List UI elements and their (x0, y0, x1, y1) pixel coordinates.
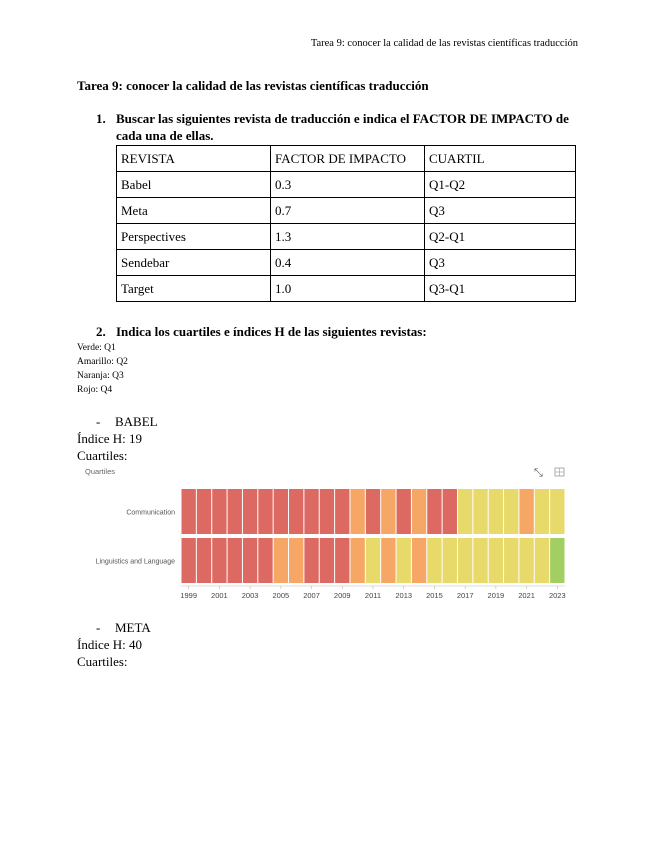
heatmap-cell (228, 538, 242, 583)
x-tick-label: 2003 (241, 591, 259, 600)
heatmap-cell (519, 489, 533, 534)
chart-tool-icon: ⤡ (534, 467, 543, 479)
journal-name: META (115, 620, 151, 635)
table-row (117, 276, 576, 302)
x-tick-label: 2007 (303, 591, 320, 600)
quartile-color-legend (77, 341, 128, 397)
heatmap-cell (427, 538, 441, 583)
x-tick-label: 2017 (456, 591, 474, 600)
question-1-text: Buscar las siguientes revista de traducción e indica el FACTOR DE IMPACTO de cada una de ellas. (116, 111, 569, 143)
heatmap-cell (412, 489, 426, 534)
table-header-cell: FACTOR DE IMPACTO (271, 146, 425, 172)
heatmap-cell (489, 489, 503, 534)
legend-item: Amarillo: Q2 (77, 357, 128, 367)
babel-h-index: Índice H: 19 (77, 431, 142, 446)
heatmap-cell (519, 538, 533, 583)
heatmap-cell (335, 538, 349, 583)
heatmap-cell (412, 538, 426, 583)
quartiles-heatmap-svg (77, 462, 577, 607)
heatmap-cell (289, 489, 303, 534)
x-tick-label: 2005 (272, 591, 290, 600)
bullet-dash: - (96, 414, 101, 429)
heatmap-cell (304, 538, 318, 583)
table-cell: Perspectives (117, 224, 271, 250)
table-header-cell: REVISTA (117, 146, 271, 172)
row-category-label: Linguistics and Language (95, 558, 175, 566)
heatmap-cell (258, 489, 272, 534)
heatmap-cell (504, 538, 518, 583)
legend-item: Verde: Q1 (77, 343, 116, 353)
heatmap-cell (489, 538, 503, 583)
table-cell: Q3-Q1 (425, 276, 576, 302)
meta-quartiles-label: Cuartiles: (77, 654, 128, 669)
heatmap-cell (212, 538, 226, 583)
impact-factor-table (116, 145, 576, 302)
table-row (117, 172, 576, 198)
x-tick-label: 2019 (487, 591, 505, 600)
heatmap-cell (397, 489, 411, 534)
table-row (117, 198, 576, 224)
document-title: Tarea 9: conocer la calidad de las revistas científicas traducción (77, 78, 429, 93)
heatmap-cell (473, 538, 487, 583)
heatmap-cell (381, 538, 395, 583)
question-2-text: Indica los cuartiles e índices H de las siguientes revistas: (116, 324, 427, 339)
question-1-number: 1. (96, 111, 106, 126)
x-tick-label: 2015 (426, 591, 443, 600)
chart-title: Quartiles (85, 467, 116, 476)
heatmap-cell (258, 538, 272, 583)
journal-name: BABEL (115, 414, 158, 429)
table-row (117, 224, 576, 250)
heatmap-cell (197, 538, 211, 583)
table-cell: 0.3 (271, 172, 425, 198)
heatmap-cell (535, 538, 549, 583)
heatmap-cell (350, 538, 364, 583)
meta-h-index: Índice H: 40 (77, 637, 142, 652)
x-tick-label: 1999 (180, 591, 198, 600)
babel-quartiles-label: Cuartiles: (77, 448, 128, 463)
meta-heading (96, 620, 151, 636)
babel-heading (96, 414, 158, 430)
heatmap-cell (182, 489, 196, 534)
heatmap-cell (289, 538, 303, 583)
heatmap-cell (182, 538, 196, 583)
heatmap-cell (366, 489, 380, 534)
legend-item: Naranja: Q3 (77, 371, 124, 381)
heatmap-cell (350, 489, 364, 534)
table-cell: Target (117, 276, 271, 302)
x-tick-label: 2021 (518, 591, 535, 600)
heatmap-cell (243, 489, 257, 534)
heatmap-cell (366, 538, 380, 583)
table-cell: Q1-Q2 (425, 172, 576, 198)
heatmap-cell (243, 538, 257, 583)
table-header-cell: CUARTIL (425, 146, 576, 172)
heatmap-cell (550, 538, 564, 583)
table-cell: Q3 (425, 250, 576, 276)
table-cell: Sendebar (117, 250, 271, 276)
heatmap-cell (274, 489, 288, 534)
heatmap-cell (535, 489, 549, 534)
heatmap-cell (212, 489, 226, 534)
heatmap-cell (504, 489, 518, 534)
x-tick-label: 2023 (548, 591, 566, 600)
legend-item: Rojo: Q4 (77, 385, 113, 395)
table-cell: 1.3 (271, 224, 425, 250)
question-1 (96, 110, 576, 144)
row-category-label: Communication (126, 509, 175, 517)
table-row (117, 250, 576, 276)
table-cell: Q3 (425, 198, 576, 224)
table-cell: 1.0 (271, 276, 425, 302)
heatmap-cell (274, 538, 288, 583)
heatmap-cell (228, 489, 242, 534)
table-cell: Babel (117, 172, 271, 198)
heatmap-cell (335, 489, 349, 534)
x-tick-label: 2009 (333, 591, 351, 600)
bullet-dash: - (96, 620, 101, 635)
heatmap-cell (320, 489, 334, 534)
heatmap-cell (197, 489, 211, 534)
x-tick-label: 2013 (395, 591, 413, 600)
heatmap-cell (397, 538, 411, 583)
heatmap-cell (458, 538, 472, 583)
x-tick-label: 2001 (211, 591, 228, 600)
table-cell: Q2-Q1 (425, 224, 576, 250)
heatmap-cell (381, 489, 395, 534)
table-cell: Meta (117, 198, 271, 224)
running-header: Tarea 9: conocer la calidad de las revistas científicas traducción (310, 38, 578, 49)
table-cell: 0.4 (271, 250, 425, 276)
heatmap-cell (550, 489, 564, 534)
heatmap-cell (443, 538, 457, 583)
heatmap-cell (427, 489, 441, 534)
question-2 (96, 324, 427, 340)
quartiles-heatmap-chart (77, 462, 577, 607)
table-cell: 0.7 (271, 198, 425, 224)
heatmap-cell (473, 489, 487, 534)
heatmap-cell (443, 489, 457, 534)
heatmap-cell (458, 489, 472, 534)
question-2-number: 2. (96, 324, 106, 339)
heatmap-cell (320, 538, 334, 583)
heatmap-cell (304, 489, 318, 534)
table-header-row (117, 146, 576, 172)
x-tick-label: 2011 (364, 591, 382, 600)
